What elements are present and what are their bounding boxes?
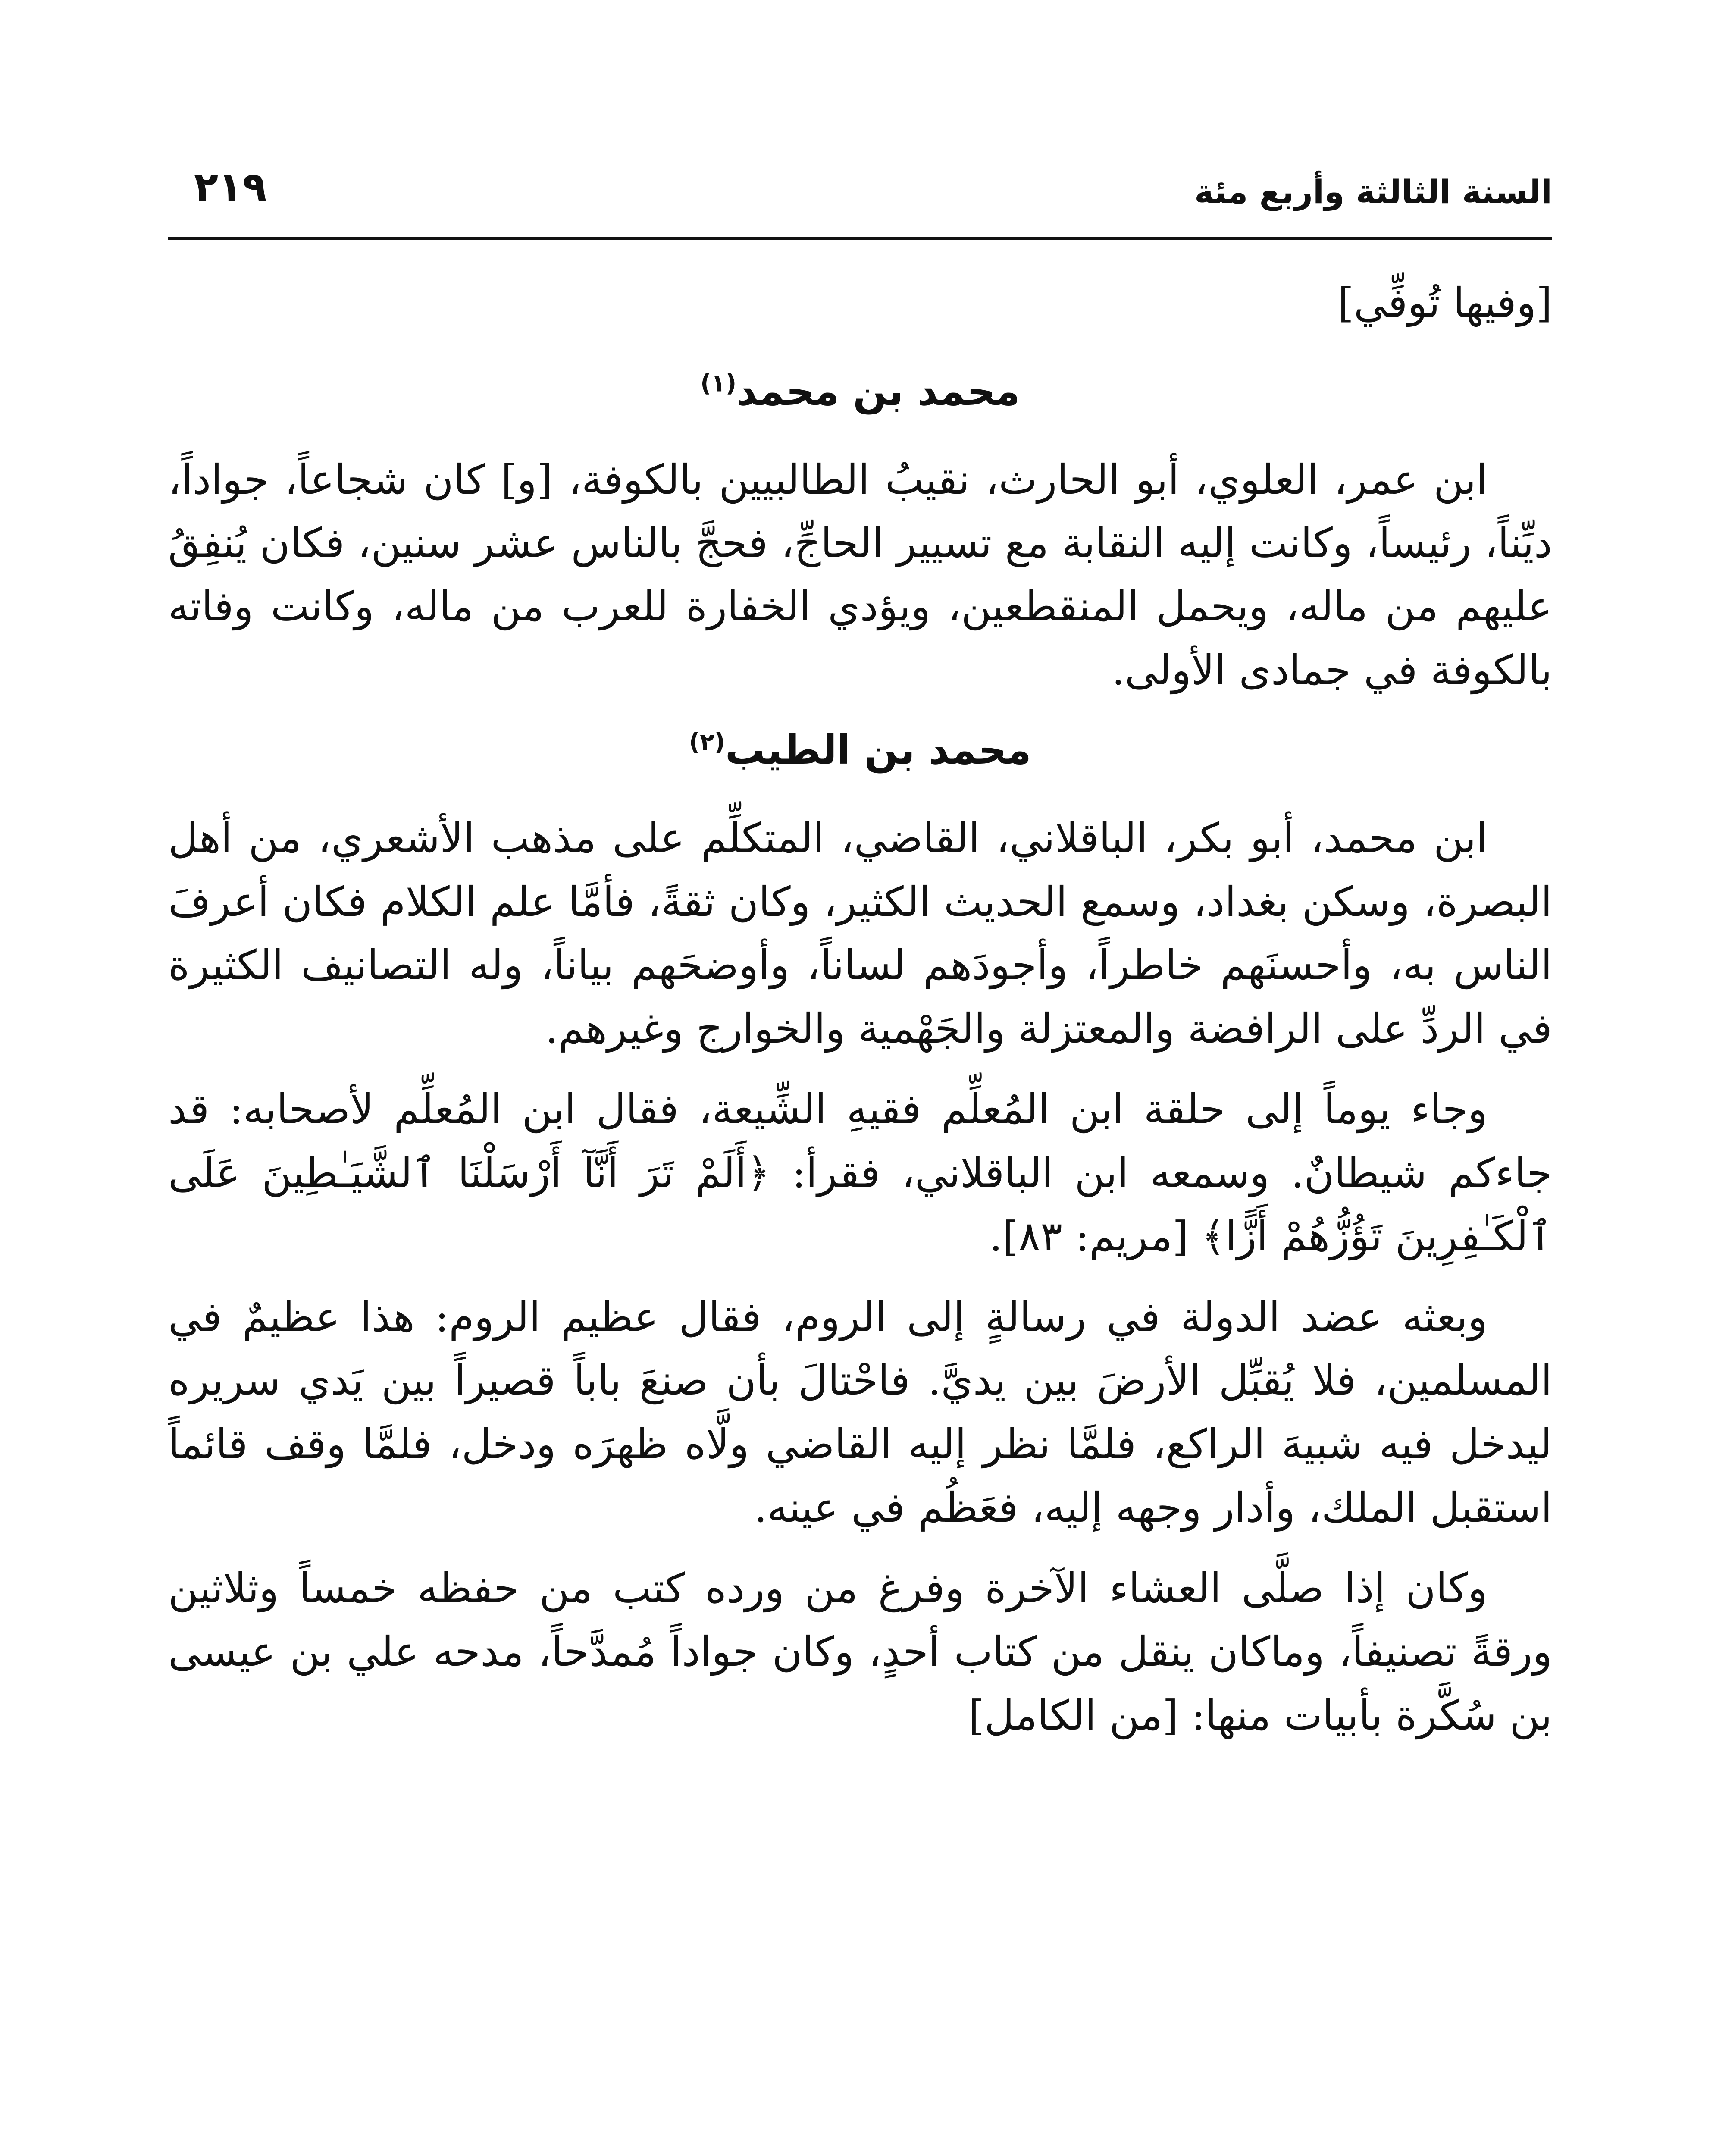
footnote-marker: (١) <box>700 369 737 397</box>
book-page <box>168 142 1552 2156</box>
entry-1-paragraph-1: ابن عمر، العلوي، أبو الحارث، نقيبُ الطالبيين بالكوفة، [و] كان شجاعاً، جواداً، ديِّناً، رئيساً، وكانت إليه النقابة مع تسيير الحاجِّ، فحجَّ بالناس عشر سنين، فكان يُنفِقُ عليهم من ماله، ويحمل المنقطعين، ويؤدي الخفارة للعرب من ماله، وكانت وفاته بالكوفة في جمادى الأولى. <box>168 456 1552 694</box>
entry-heading-text: محمد بن الطيب <box>725 727 1031 773</box>
page-number: ٢١٩ <box>194 164 267 210</box>
main-text <box>168 272 1552 1765</box>
footnote-marker: (٢) <box>689 728 725 756</box>
page-header <box>168 142 1552 240</box>
entry-2-paragraph-4: وكان إذا صلَّى العشاء الآخرة وفرغ من ورده كتب من حفظه خمساً وثلاثين ورقةً تصنيفاً، وماكان ينقل من كتاب أحدٍ، وكان جواداً مُمدَّحاً، مدحه علي بن عيسى بن سُكَّرة بأبيات منها: [من الكامل] <box>168 1565 1552 1739</box>
entry-heading-text: محمد بن محمد <box>736 368 1020 415</box>
entry-heading-2 <box>168 720 1552 781</box>
running-title: السنة الثالثة وأربع مئة <box>1194 172 1552 211</box>
entry-heading-1 <box>168 361 1552 423</box>
entry-2-paragraph-1: ابن محمد، أبو بكر، الباقلاني، القاضي، المتكلِّم على مذهب الأشعري، من أهل البصرة، وسكن بغداد، وسمع الحديث الكثير، وكان ثقةً، فأمَّا علم الكلام فكان أعرفَ الناس به، وأحسنَهم خاطراً، وأجودَهم لساناً، وأوضحَهم بياناً، وله التصانيف الكثيرة في الردِّ على الرافضة والمعتزلة والجَهْمية والخوارج وغيرهم. <box>168 815 1552 1053</box>
intro-note: [وفيها تُوفِّي] <box>1337 279 1552 327</box>
entry-2-paragraph-2: وجاء يوماً إلى حلقة ابن المُعلِّم فقيهِ الشِّيعة، فقال ابن المُعلِّم لأصحابه: قد جاءكم شيطانٌ. وسمعه ابن الباقلاني، فقرأ: ﴿أَلَمْ تَرَ أَنَّآ أَرْسَلْنَا ٱلشَّيَـٰطِينَ عَلَى ٱلْكَـٰفِرِينَ تَؤُزُّهُمْ أَزًّا﴾ [مريم: ٨٣]. <box>168 1086 1552 1260</box>
entry-2-paragraph-3: وبعثه عضد الدولة في رسالةٍ إلى الروم، فقال عظيم الروم: هذا عظيمٌ في المسلمين، فلا يُقبِّل الأرضَ بين يديَّ. فاحْتالَ بأن صنعَ باباً قصيراً بين يَدي سريره ليدخل فيه شبيهَ الراكع، فلمَّا نظر إليه القاضي ولَّاه ظهرَه ودخل، فلمَّا وقف قائماً استقبل الملك، وأدار وجهه إليه، فعَظُم في عينه. <box>168 1294 1552 1532</box>
